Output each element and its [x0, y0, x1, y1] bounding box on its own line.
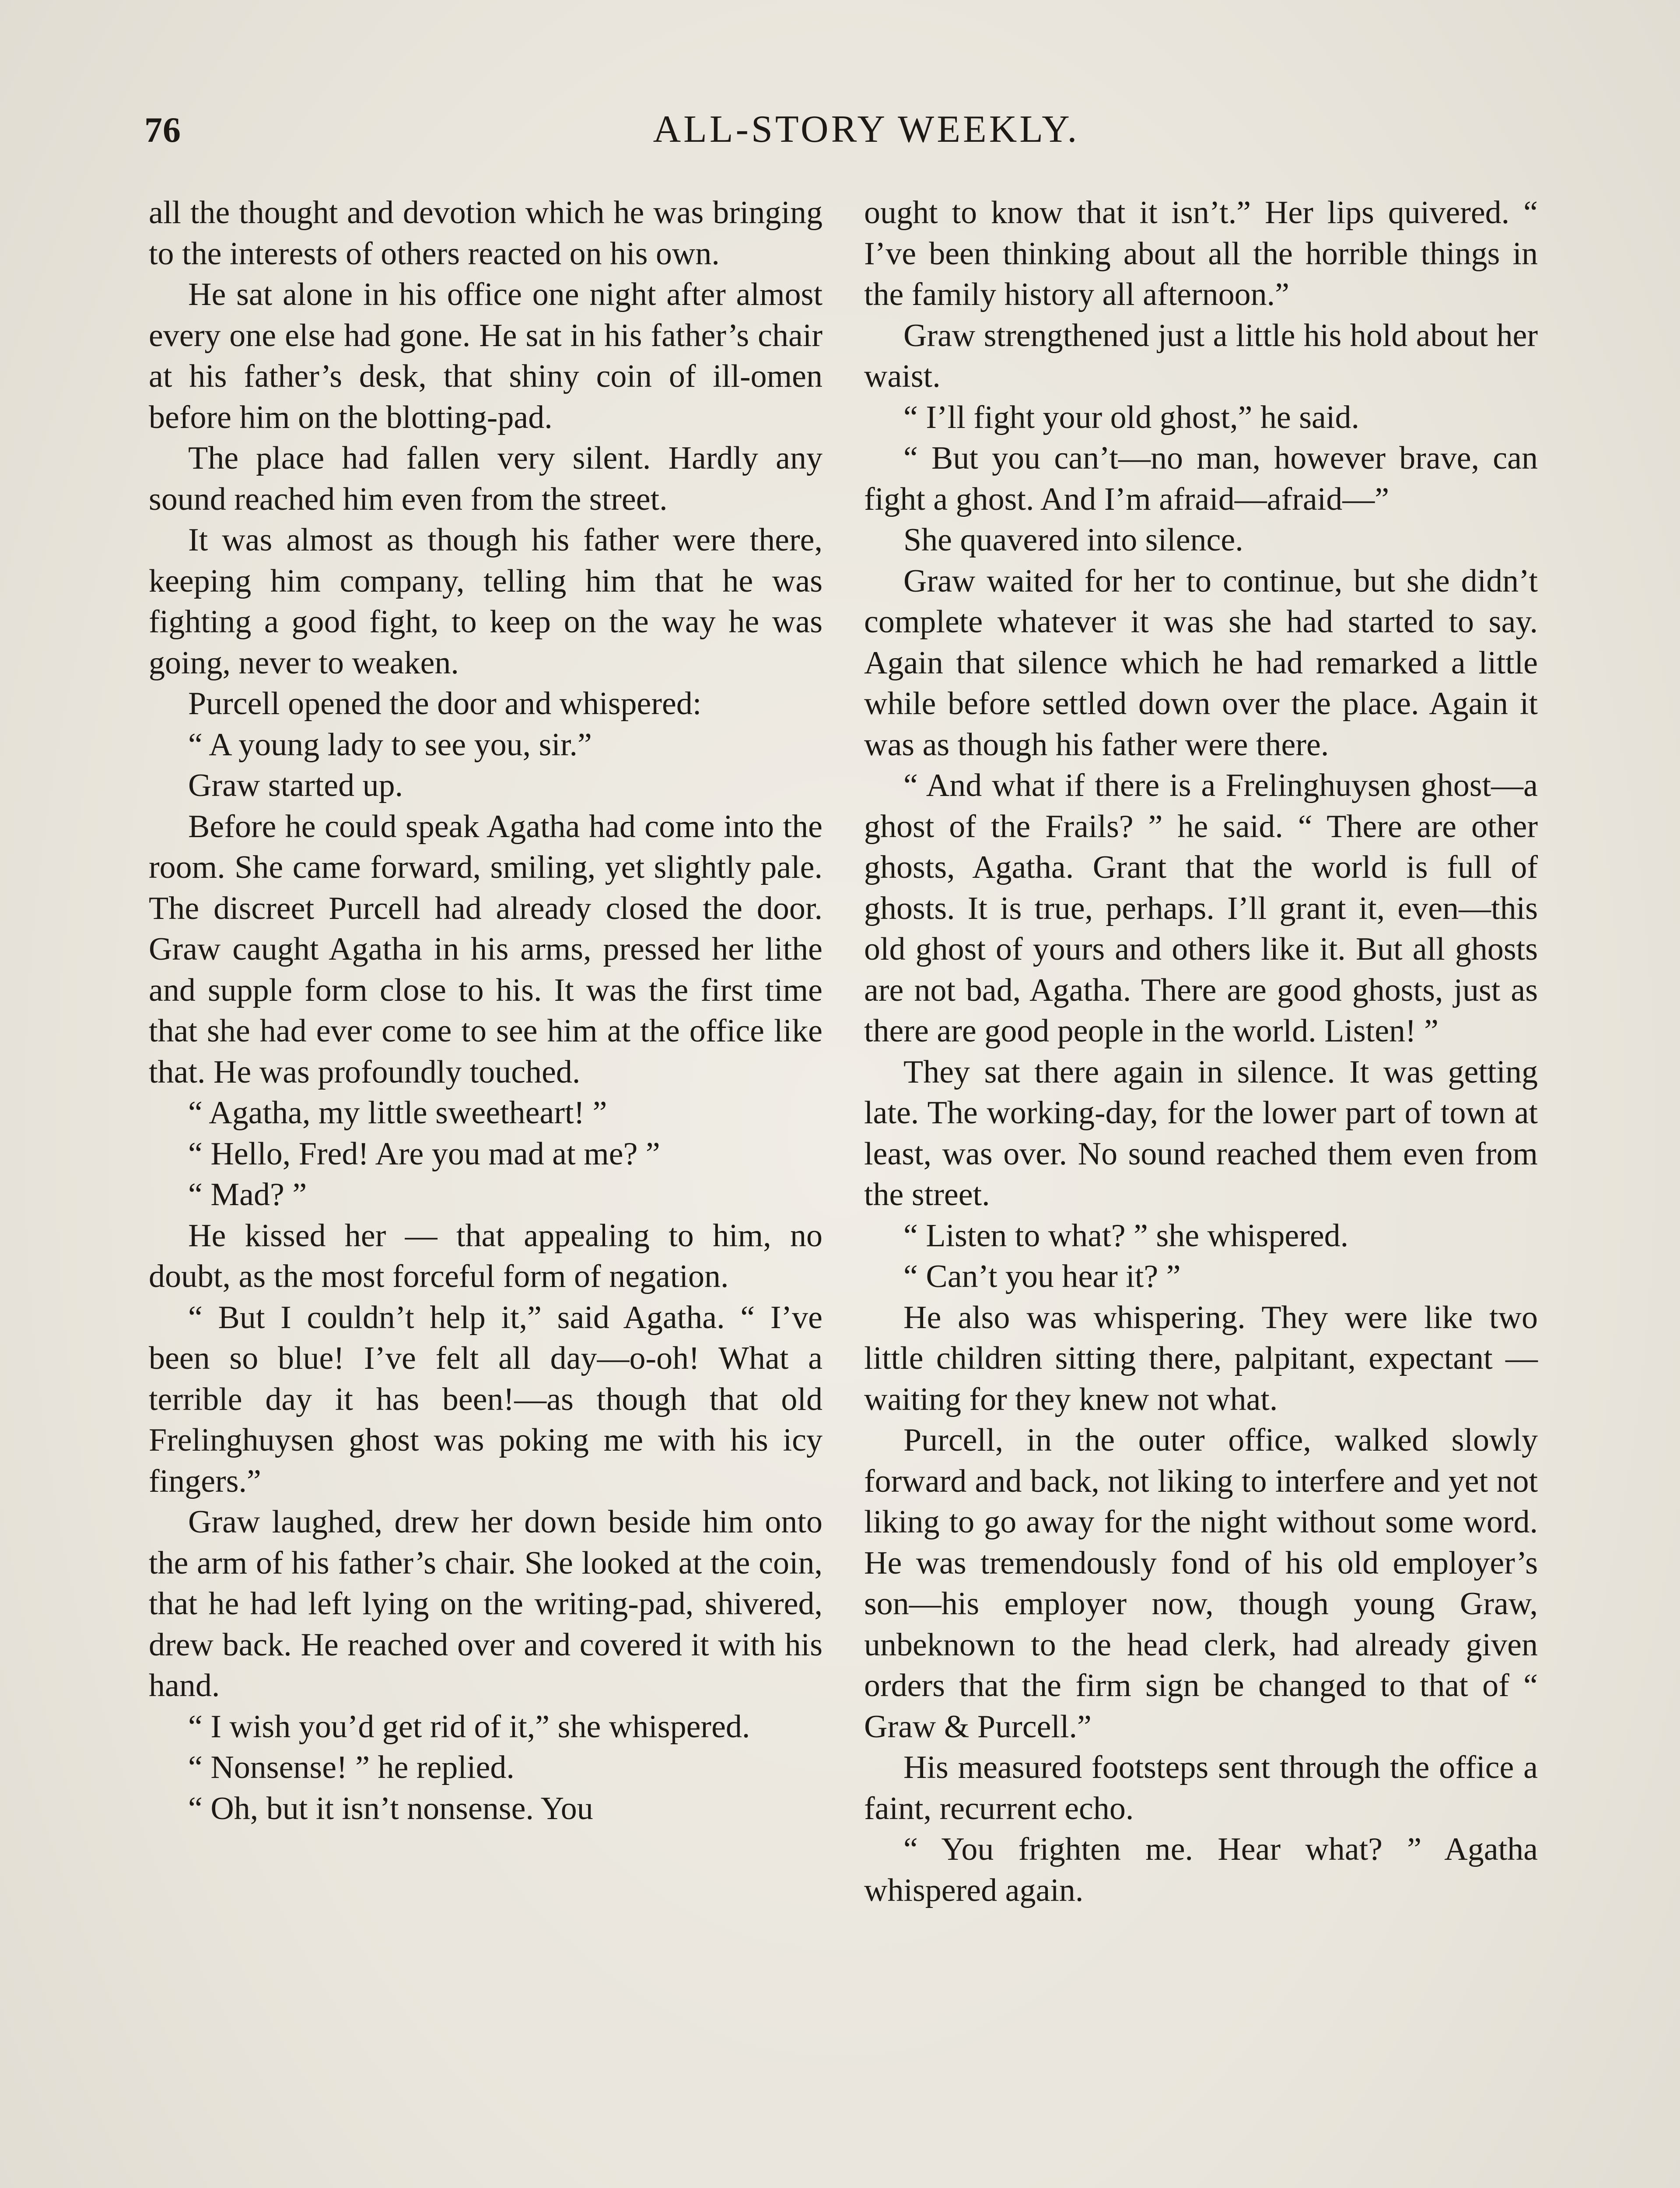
paragraph: “ Can’t you hear it? ” [903, 1259, 1181, 1294]
paragraph: He sat alone in his office one night after almost every one else had gone. He sat in his father’s chair at his father’s desk, that shiny coin of ill-omen before him on the blotting-pad. [149, 277, 822, 435]
paragraph: Graw waited for her to continue, but she didn’t complete whatever it was she had started to say. Again that silence which he had remarked a little while before settled down over the place. Again it was as though his father were there. [864, 563, 1538, 763]
paragraph: Before he could speak Agatha had come into the room. She came forward, smiling, yet slightly pale. The discreet Purcell had already closed the door. Graw caught Agatha in his arms, pressed her lithe and supple form close to his. It was the first time that she had ever come to see him at the office like that. He was profoundly touched. [149, 808, 822, 1090]
paragraph: “ I’ll fight your old ghost,” he said. [903, 399, 1359, 435]
paragraph: “ I wish you’d get rid of it,” she whispered. [188, 1708, 750, 1745]
running-title: ALL-STORY WEEKLY. [653, 108, 1080, 151]
paragraph: His measured footsteps sent through the office a faint, recurrent echo. [864, 1750, 1538, 1827]
paragraph: all the thought and devotion which he was bringing to the interests of others reacted on his own. [149, 195, 822, 272]
paragraph: “ But you can’t—no man, however brave, can fight a ghost. And I’m afraid—afraid—” [864, 440, 1538, 517]
paragraph: They sat there again in silence. It was getting late. The working-day, for the lower part of town at least, was over. No sound reached them even from the street. [864, 1054, 1538, 1213]
paragraph: “ Hello, Fred! Are you mad at me? ” [188, 1136, 660, 1172]
paragraph: He also was whispering. They were like two little children sitting there, palpitant, expectant — waiting for they knew not what. [864, 1299, 1538, 1417]
paragraph: “ But I couldn’t help it,” said Agatha. “ I’ve been so blue! I’ve felt all day—o-oh! What a terrible day it has been!—as though that old Frelinghuysen ghost was poking me with his icy fingers.” [149, 1299, 822, 1499]
paragraph: ought to know that it isn’t.” Her lips quivered. “ I’ve been thinking about all the horrible things in the family history all afternoon.” [864, 195, 1538, 312]
paragraph: She quavered into silence. [903, 522, 1243, 558]
paragraph: The place had fallen very silent. Hardly any sound reached him even from the street. [149, 440, 822, 517]
paragraph: “ Agatha, my little sweetheart! ” [188, 1095, 607, 1131]
paragraph: It was almost as though his father were there, keeping him company, telling him that he was fighting a good fight, to keep on the way he was going, never to weaken. [149, 522, 822, 681]
paragraph: Purcell, in the outer office, walked slowly forward and back, not liking to interfere and yet not liking to go away for the night without some word. He was tremendously fond of his old employer’s son—his employer now, though young Graw, unbeknown to the head clerk, had already given orders that the firm sign be changed to that of “ Graw & Purcell.” [864, 1422, 1538, 1745]
page-number: 76 [144, 110, 181, 150]
paragraph: “ Oh, but it isn’t nonsense. You [188, 1790, 593, 1827]
paragraph: “ Nonsense! ” he replied. [188, 1750, 514, 1785]
paragraph: Purcell opened the door and whispered: [188, 686, 702, 722]
paragraph: Graw laughed, drew her down beside him onto the arm of his father’s chair. She looked at the coin, that he had left lying on the writing-pad, shivered, drew back. He reached over and covered it with his hand. [149, 1504, 822, 1704]
paragraph: He kissed her — that appealing to him, no doubt, as the most forceful form of negation. [149, 1217, 822, 1294]
paragraph: “ And what if there is a Frelinghuysen ghost—a ghost of the Frails? ” he said. “ There are other ghosts, Agatha. Grant that the world is full of ghosts. It is true, perhaps. I’ll grant it, even—this old ghost of yours and others like it. But all ghosts are not bad, Agatha. There are good ghosts, just as there are good people in the world. Listen! ” [864, 768, 1538, 1049]
paragraph: “ You frighten me. Hear what? ” Agatha whispered again. [864, 1831, 1538, 1908]
left-column [149, 193, 822, 1829]
paragraph: “ Mad? ” [188, 1177, 307, 1213]
right-column [864, 193, 1538, 1911]
paragraph: Graw started up. [188, 768, 403, 803]
paragraph: Graw strengthened just a little his hold about her waist. [864, 317, 1538, 394]
paragraph: “ A young lady to see you, sir.” [188, 726, 592, 763]
paragraph: “ Listen to what? ” she whispered. [903, 1217, 1349, 1254]
